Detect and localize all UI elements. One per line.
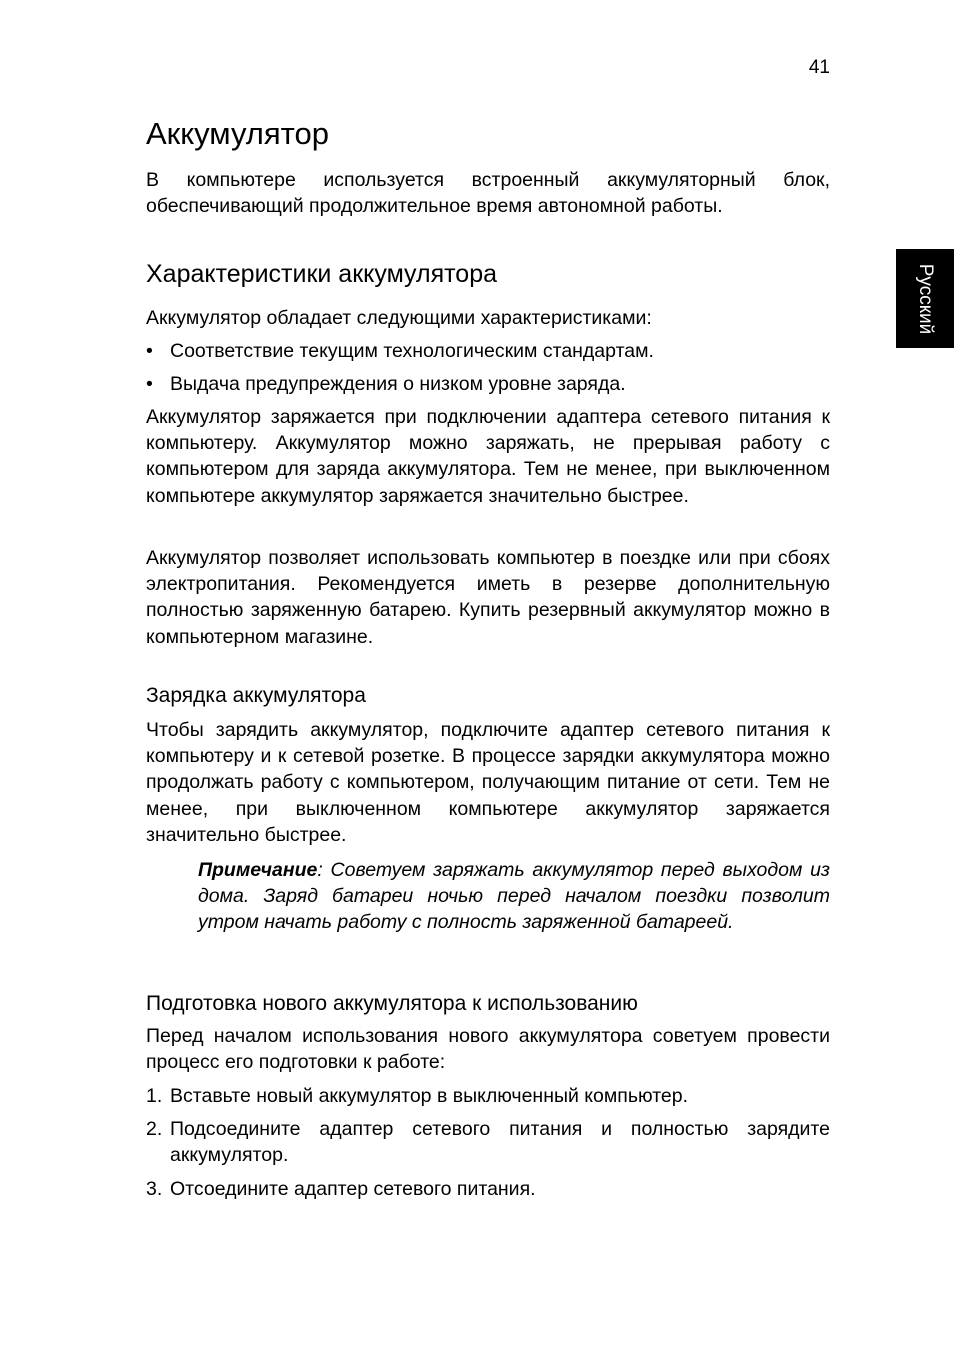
page-number: 41	[808, 57, 830, 78]
charging-heading: Зарядка аккумулятора	[146, 684, 366, 707]
step-text: Отсоедините адаптер сетевого питания.	[170, 1178, 536, 1200]
bullet-marker: •	[146, 340, 153, 362]
preparation-lead: Перед началом использования нового аккумулятора советуем провести процесс его подготовки к работе:	[146, 1025, 830, 1074]
charging-paragraph: Чтобы зарядить аккумулятор, подключите адаптер сетевого питания к компьютеру и к сетевой розетке. В процессе зарядки аккумулятора можно продолжать работу с компьютером, получающим питание от сети. Тем не менее, при выключенном компьютере аккумулятор заряжается значительно быстрее.	[146, 719, 830, 846]
list-item	[146, 1176, 830, 1202]
charging-info-paragraph: Аккумулятор заряжается при подключении адаптера сетевого питания к компьютеру. Аккумулятор можно заряжать, не прерывая работу с компьютером для заряда аккумулятора. Тем не менее, при выключенном компьютере аккумулятор заряжается значительно быстрее.	[146, 406, 830, 507]
backup-battery-paragraph: Аккумулятор позволяет использовать компьютер в поездке или при сбоях электропитания. Рекомендуется иметь в резерве дополнительную полностью заряженную батарею. Купить резервный аккумулятор можно в компьютерном магазине.	[146, 547, 830, 648]
language-tab-label: Русский	[915, 263, 936, 334]
step-number: 3.	[146, 1178, 163, 1200]
list-item-text: Соответствие текущим технологическим стандартам.	[170, 340, 654, 362]
list-item	[146, 1116, 830, 1168]
bullet-marker: •	[146, 373, 153, 395]
step-number: 1.	[146, 1085, 163, 1107]
page-title: Аккумулятор	[146, 116, 329, 151]
step-text: Подсоедините адаптер сетевого питания и полностью зарядите аккумулятор.	[170, 1118, 830, 1167]
list-item	[146, 338, 830, 364]
intro-paragraph: В компьютере используется встроенный аккумуляторный блок, обеспечивающий продолжительное время автономной работы.	[146, 169, 830, 218]
characteristics-heading: Характеристики аккумулятора	[146, 260, 498, 288]
preparation-heading: Подготовка нового аккумулятора к использованию	[146, 992, 638, 1015]
language-tab	[896, 249, 954, 348]
list-item-text: Выдача предупреждения о низком уровне заряда.	[170, 373, 626, 395]
note-block	[198, 857, 830, 936]
characteristics-lead: Аккумулятор обладает следующими характеристиками:	[146, 307, 652, 329]
note-text: : Советуем заряжать аккумулятор перед выходом из дома. Заряд батареи ночью перед началом поездки позволит утром начать работу с полность заряженной батареей.	[198, 859, 830, 934]
step-number: 2.	[146, 1118, 163, 1140]
list-item	[146, 371, 830, 397]
note-label: Примечание	[198, 859, 318, 881]
list-item	[146, 1083, 830, 1109]
step-text: Вставьте новый аккумулятор в выключенный компьютер.	[170, 1085, 689, 1107]
